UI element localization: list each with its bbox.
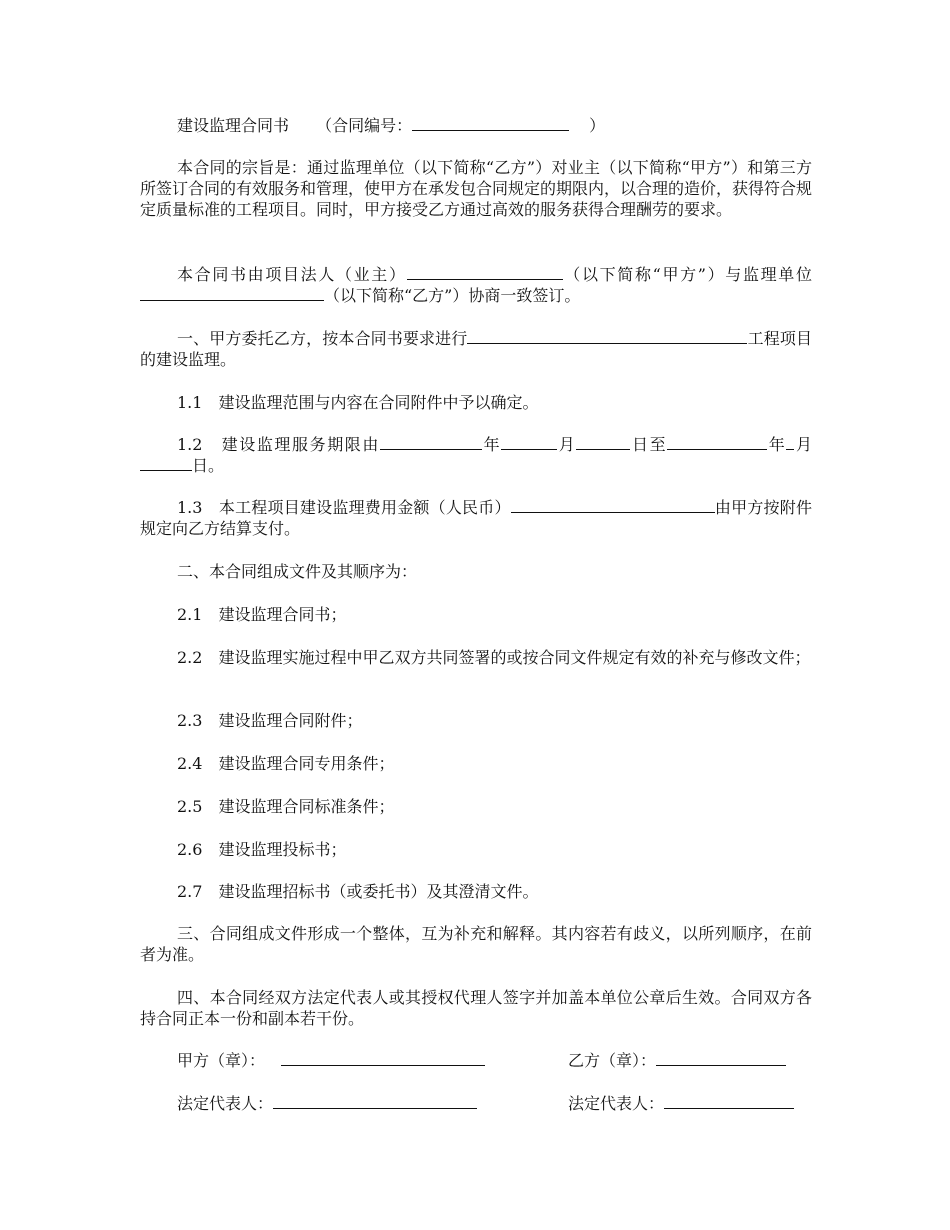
clause-1-2 [140, 434, 812, 476]
parties-text-3: （以下简称“乙方”）协商一致签订。 [324, 286, 581, 305]
party-a-representative-label: 法定代表人： [177, 1094, 274, 1113]
clause-2: 二、本合同组成文件及其顺序为： [177, 562, 418, 581]
party-b-seal-blank [656, 1050, 786, 1066]
clause-1-3-text-2: 由甲方按附件规定向乙方结算支付。 [140, 498, 812, 538]
parties-text-2: （以下简称“甲方”）与监理单位 [562, 265, 812, 284]
party-b-representative-blank [664, 1093, 794, 1109]
party-a-seal-blank [281, 1050, 485, 1066]
clause-2-7: 2.7 建设监理招标书（或委托书）及其澄清文件。 [177, 882, 539, 901]
clause-1-3 [140, 497, 812, 539]
contract-title: 建设监理合同书 [177, 116, 290, 135]
project-name-blank [467, 328, 747, 344]
contract-header [140, 115, 812, 136]
clause-2-2: 2.2 建设监理实施过程中甲乙双方共同签署的或按合同文件规定有效的补充与修改文件； [177, 648, 811, 667]
contract-number-label: （合同编号： [316, 116, 413, 135]
clause-1-2-end-day-label: 日。 [192, 456, 225, 475]
owner-name-blank [407, 264, 563, 280]
party-a-seal-line [177, 1050, 485, 1071]
clause-1 [140, 328, 812, 370]
clause-2-5: 2.5 建设监理合同标准条件； [177, 797, 395, 816]
clause-1-text-1: 一、甲方委托乙方，按本合同书要求进行 [177, 329, 468, 348]
clause-1-2-year-label: 年 [481, 435, 502, 454]
party-b-representative-label: 法定代表人： [568, 1094, 665, 1113]
party-b-seal-line [568, 1050, 786, 1071]
start-day-blank [576, 434, 630, 450]
clause-1-text-2: 工程项目的建设监理。 [140, 329, 812, 369]
clause-2-6: 2.6 建设监理投标书； [177, 840, 347, 859]
clause-1-2-end-month-label: 月 [794, 435, 812, 454]
contract-number-close: ） [589, 116, 606, 135]
clause-2-4: 2.4 建设监理合同专用条件； [177, 754, 395, 773]
clause-4: 四、本合同经双方法定代表人或其授权代理人签字并加盖本单位公章后生效。合同双方各持合同正本一份和副本若干份。 [140, 988, 812, 1028]
party-b-seal-label: 乙方（章）： [568, 1051, 657, 1070]
party-a-representative-blank [273, 1093, 477, 1109]
clause-1-2-prefix: 1.2 建设监理服务期限由 [177, 435, 380, 454]
clause-1-3-text-1: 1.3 本工程项目建设监理费用金额（人民币） [177, 498, 511, 517]
supervisor-name-blank [140, 285, 324, 301]
party-a-representative-line [177, 1093, 477, 1114]
clause-2-3: 2.3 建设监理合同附件； [177, 711, 363, 730]
party-a-seal-label: 甲方（章）： [177, 1051, 266, 1070]
clause-1-1: 1.1 建设监理范围与内容在合同附件中予以确定。 [177, 393, 539, 412]
end-day-blank [140, 455, 192, 471]
fee-amount-blank [511, 497, 715, 513]
end-year-blank [667, 434, 767, 450]
parties-text-1: 本合同书由项目法人（业主） [177, 265, 407, 284]
clause-1-2-day-to-label: 日至 [630, 435, 668, 454]
parties-paragraph [140, 264, 812, 306]
clause-2-1: 2.1 建设监理合同书； [177, 605, 347, 624]
start-month-blank [501, 434, 557, 450]
clause-1-2-end-year-label: 年 [767, 435, 787, 454]
contract-number-blank [412, 115, 569, 131]
start-year-blank [380, 434, 482, 450]
clause-3: 三、合同组成文件形成一个整体，互为补充和解释。其内容若有歧义，以所列顺序，在前者为准。 [140, 924, 812, 964]
purpose-paragraph: 本合同的宗旨是：通过监理单位（以下简称“乙方”）对业主（以下简称“甲方”）和第三方所签订合同的有效服务和管理，使甲方在承发包合同规定的期限内，以合理的造价，获得符合规定质量标准的工程项目。同时，甲方接受乙方通过高效的服务获得合理酬劳的要求。 [140, 158, 813, 219]
party-b-representative-line [568, 1093, 794, 1114]
clause-1-2-month-label: 月 [557, 435, 577, 454]
